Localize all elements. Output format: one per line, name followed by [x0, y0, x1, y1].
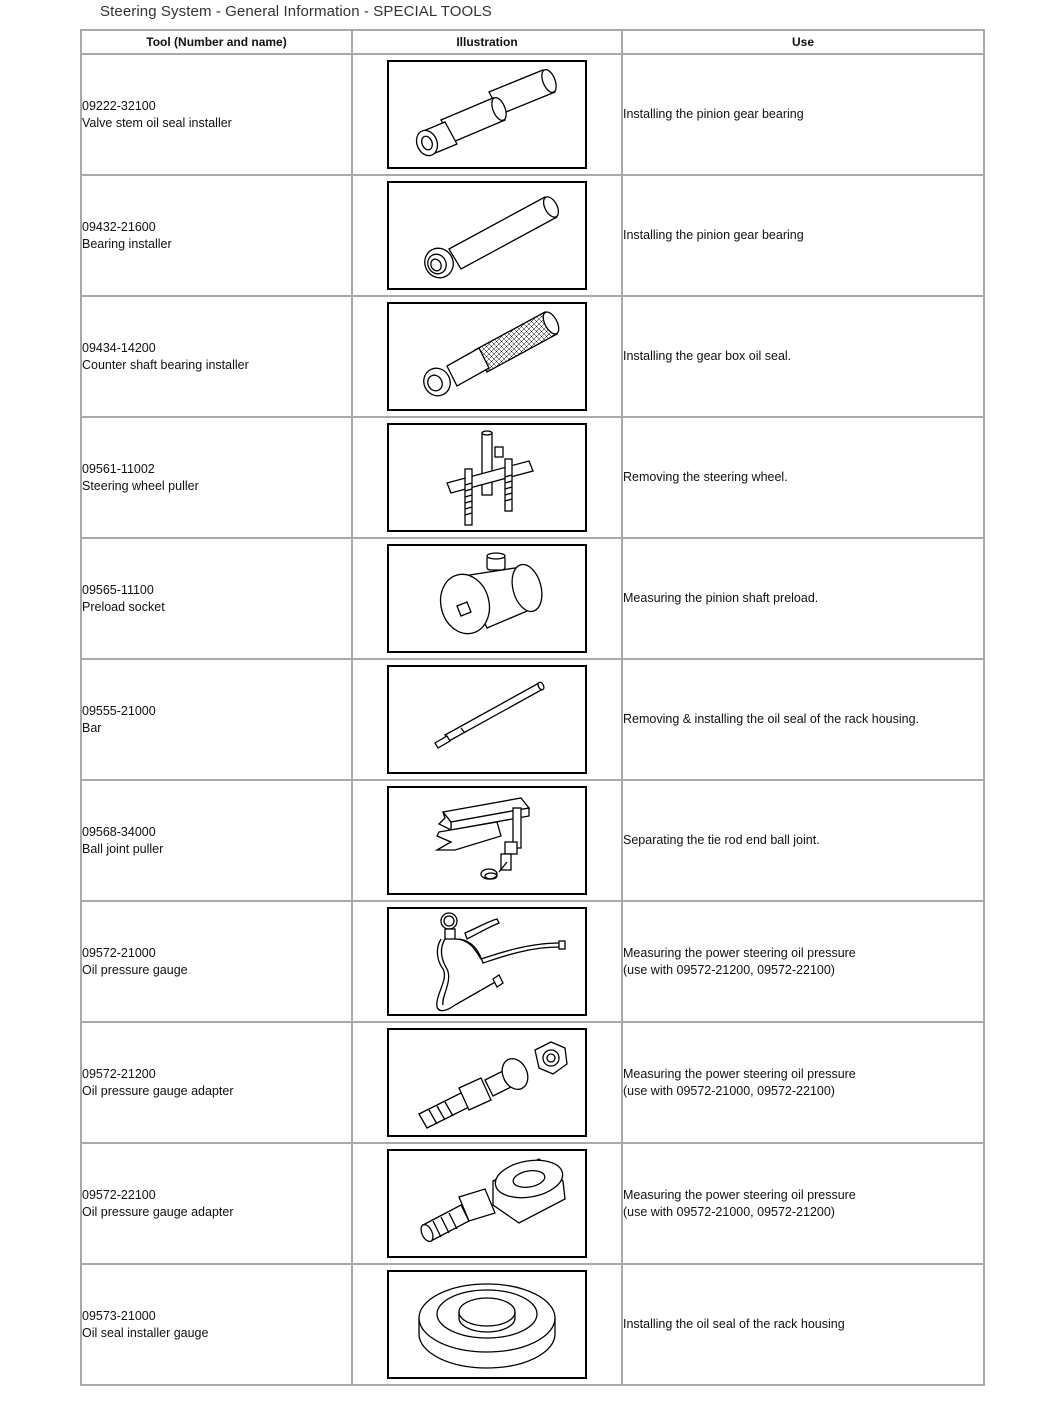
table-row [81, 54, 984, 175]
illustration-cell [352, 1143, 622, 1264]
tool-name: Counter shaft bearing installer [82, 357, 249, 372]
table-row [81, 538, 984, 659]
tool-cell [81, 175, 352, 296]
tool-number: 09561-11002 [82, 461, 155, 476]
tool-number: 09434-14200 [82, 340, 156, 355]
use-cell [622, 296, 984, 417]
tool-name: Preload socket [82, 599, 165, 614]
table-row [81, 296, 984, 417]
illustration-cell [352, 538, 622, 659]
use-text: (use with 09572-21000, 09572-22100) [623, 1083, 835, 1098]
tool-name: Oil pressure gauge adapter [82, 1083, 234, 1098]
illustration-cell [352, 659, 622, 780]
use-text: Separating the tie rod end ball joint. [623, 833, 820, 847]
illustration-cell [352, 1264, 622, 1385]
tool-cell [81, 1264, 352, 1385]
use-cell [622, 175, 984, 296]
header-use: Use [622, 30, 984, 54]
wheel-puller-icon [387, 423, 587, 532]
bearing-installer-icon [387, 181, 587, 290]
use-cell [622, 54, 984, 175]
gauge-adapter-nut-icon [387, 1028, 587, 1137]
use-cell [622, 538, 984, 659]
header-tool: Tool (Number and name) [81, 30, 352, 54]
tool-cell [81, 538, 352, 659]
bar-icon [387, 665, 587, 774]
illustration-cell [352, 175, 622, 296]
tool-number: 09565-11100 [82, 582, 154, 597]
tool-name: Ball joint puller [82, 841, 164, 856]
tool-name: Valve stem oil seal installer [82, 115, 232, 130]
header-illustration: Illustration [352, 30, 622, 54]
use-text: Measuring the power steering oil pressure [623, 1066, 856, 1081]
use-text: Installing the gear box oil seal. [623, 349, 792, 363]
tool-number: 09572-22100 [82, 1187, 156, 1202]
tool-number: 09432-21600 [82, 219, 156, 234]
table-row [81, 1143, 984, 1264]
tool-number: 09572-21000 [82, 945, 156, 960]
tool-cell [81, 1143, 352, 1264]
use-cell [622, 901, 984, 1022]
tool-cell [81, 296, 352, 417]
use-cell [622, 1264, 984, 1385]
stepped-installer-icon [387, 60, 587, 169]
use-text: Installing the pinion gear bearing [623, 228, 804, 242]
tool-name: Oil seal installer gauge [82, 1325, 209, 1340]
tool-number: 09555-21000 [82, 703, 156, 718]
seal-installer-ring-icon [387, 1270, 587, 1379]
use-text: Measuring the pinion shaft preload. [623, 591, 819, 605]
use-text: Removing & installing the oil seal of the rack housing. [623, 712, 919, 726]
table-row [81, 1264, 984, 1385]
use-text: (use with 09572-21000, 09572-21200) [623, 1204, 835, 1219]
table-row [81, 175, 984, 296]
illustration-cell [352, 54, 622, 175]
tool-cell [81, 54, 352, 175]
table-row [81, 417, 984, 538]
tool-number: 09573-21000 [82, 1308, 156, 1323]
table-row [81, 780, 984, 901]
tool-name: Oil pressure gauge adapter [82, 1204, 234, 1219]
ball-joint-puller-icon [387, 786, 587, 895]
illustration-cell [352, 901, 622, 1022]
use-text: Installing the pinion gear bearing [623, 107, 804, 121]
tool-name: Bearing installer [82, 236, 172, 251]
use-cell [622, 659, 984, 780]
use-text: Installing the oil seal of the rack housing [623, 1317, 845, 1331]
table-row [81, 659, 984, 780]
illustration-cell [352, 780, 622, 901]
knurled-installer-icon [387, 302, 587, 411]
use-text: (use with 09572-21200, 09572-22100) [623, 962, 835, 977]
tool-number: 09222-32100 [82, 98, 156, 113]
use-text: Removing the steering wheel. [623, 470, 788, 484]
pressure-gauge-icon [387, 907, 587, 1016]
use-cell [622, 1022, 984, 1143]
tool-name: Oil pressure gauge [82, 962, 188, 977]
tool-cell [81, 780, 352, 901]
gauge-adapter-banjo-icon [387, 1149, 587, 1258]
preload-socket-icon [387, 544, 587, 653]
tool-cell [81, 901, 352, 1022]
tool-cell [81, 417, 352, 538]
use-text: Measuring the power steering oil pressure [623, 945, 856, 960]
tool-name: Bar [82, 720, 102, 735]
use-cell [622, 780, 984, 901]
use-cell [622, 417, 984, 538]
use-text: Measuring the power steering oil pressure [623, 1187, 856, 1202]
page-title: Steering System - General Information - SPECIAL TOOLS [100, 3, 492, 20]
tool-number: 09572-21200 [82, 1066, 156, 1081]
table-row [81, 1022, 984, 1143]
table-row [81, 901, 984, 1022]
tool-name: Steering wheel puller [82, 478, 199, 493]
table-header-row [81, 30, 984, 54]
tool-number: 09568-34000 [82, 824, 156, 839]
illustration-cell [352, 1022, 622, 1143]
illustration-cell [352, 296, 622, 417]
tool-cell [81, 1022, 352, 1143]
illustration-cell [352, 417, 622, 538]
use-cell [622, 1143, 984, 1264]
special-tools-table [80, 29, 985, 1386]
tool-cell [81, 659, 352, 780]
